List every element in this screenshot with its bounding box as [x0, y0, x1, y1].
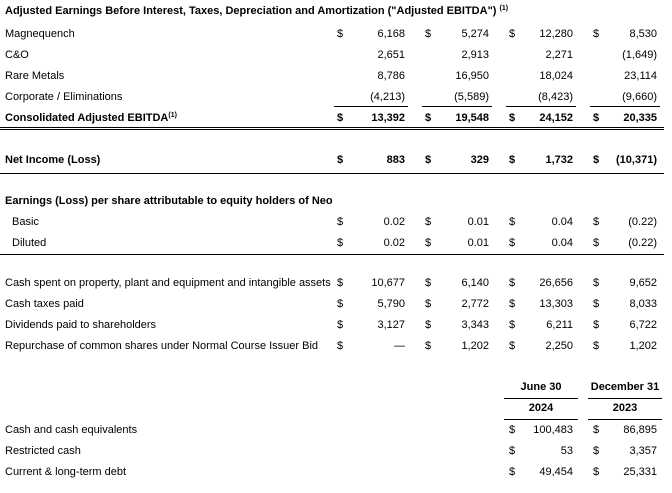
currency-symbol: $	[509, 216, 516, 228]
consolidated-value: 24,152	[539, 112, 573, 124]
currency-symbol: $	[593, 277, 600, 289]
column-header-year: 2023	[612, 402, 638, 414]
subtotal-rule	[506, 106, 576, 107]
currency-symbol: $	[509, 340, 516, 352]
cash-row-value: 13,303	[539, 298, 573, 310]
cash-row-value: 1,202	[629, 340, 657, 352]
segment-value: 2,651	[377, 49, 405, 61]
eps-value: 0.02	[383, 216, 405, 228]
currency-symbol: $	[425, 216, 432, 228]
segment-value: (4,213)	[370, 91, 405, 103]
currency-symbol: $	[337, 216, 344, 228]
balance-value: 3,357	[629, 445, 657, 457]
section-title	[5, 5, 508, 18]
segment-label: Rare Metals	[5, 70, 65, 82]
segment-value: 6,168	[377, 28, 405, 40]
currency-symbol: $	[593, 154, 600, 166]
currency-symbol: $	[593, 298, 600, 310]
segment-label: C&O	[5, 49, 29, 61]
currency-symbol: $	[593, 237, 600, 249]
currency-symbol: $	[509, 112, 516, 124]
currency-symbol: $	[337, 340, 344, 352]
subtotal-rule	[590, 106, 660, 107]
section-title-text: Adjusted Earnings Before Interest, Taxes, Depreciation and Amortization ("Adjusted EBITDA")	[5, 5, 497, 17]
currency-symbol: $	[593, 445, 600, 457]
currency-symbol: $	[337, 298, 344, 310]
currency-symbol: $	[509, 277, 516, 289]
footnote-marker: (1)	[499, 5, 509, 12]
cash-row-value: 9,652	[629, 277, 657, 289]
currency-symbol: $	[425, 112, 432, 124]
currency-symbol: $	[425, 340, 432, 352]
eps-heading: Earnings (Loss) per share attributable to equity holders of Neo	[5, 195, 333, 207]
currency-symbol: $	[425, 237, 432, 249]
consolidated-value: 19,548	[455, 112, 489, 124]
cash-row-value: 3,127	[377, 319, 405, 331]
balance-value: 86,895	[623, 424, 657, 436]
currency-symbol: $	[593, 424, 600, 436]
segment-value: 2,913	[461, 49, 489, 61]
currency-symbol: $	[593, 28, 600, 40]
balance-row-label: Restricted cash	[5, 445, 81, 457]
eps-value: (0.22)	[628, 237, 657, 249]
eps-value: 0.04	[551, 237, 573, 249]
segment-value: (9,660)	[622, 91, 657, 103]
currency-symbol: $	[509, 319, 516, 331]
cash-row-label: Cash spent on property, plant and equipment and intangible assets	[5, 277, 331, 289]
segment-value: 18,024	[539, 70, 573, 82]
currency-symbol: $	[337, 319, 344, 331]
balance-value: 53	[560, 445, 573, 457]
cash-row-value: 6,140	[461, 277, 489, 289]
divider-rule	[0, 173, 664, 174]
header-rule	[504, 398, 578, 399]
consolidated-value: 20,335	[623, 112, 657, 124]
cash-row-value: 2,772	[461, 298, 489, 310]
column-header-date: December 31	[590, 381, 660, 393]
balance-value: 25,331	[623, 466, 657, 478]
column-header-date: June 30	[520, 381, 562, 393]
eps-value: 0.04	[551, 216, 573, 228]
balance-row-label: Current & long-term debt	[5, 466, 127, 478]
subtotal-rule	[422, 106, 492, 107]
currency-symbol: $	[593, 216, 600, 228]
eps-value: 0.02	[383, 237, 405, 249]
eps-value: 0.01	[467, 216, 489, 228]
consolidated-label-text: Consolidated Adjusted EBITDA	[5, 112, 169, 124]
balance-value: 100,483	[533, 424, 573, 436]
segment-value: (1,649)	[622, 49, 657, 61]
segment-value: 2,271	[545, 49, 573, 61]
cash-row-value: —	[394, 340, 405, 352]
currency-symbol: $	[337, 277, 344, 289]
balance-value: 49,454	[539, 466, 573, 478]
currency-symbol: $	[425, 277, 432, 289]
currency-symbol: $	[509, 298, 516, 310]
eps-row-label: Diluted	[12, 237, 47, 249]
segment-value: 12,280	[539, 28, 573, 40]
currency-symbol: $	[593, 319, 600, 331]
cash-row-label: Dividends paid to shareholders	[5, 319, 157, 331]
eps-value: 0.01	[467, 237, 489, 249]
header-rule	[588, 419, 662, 420]
segment-value: 5,274	[461, 28, 489, 40]
currency-symbol: $	[425, 154, 432, 166]
net-income-value: 329	[470, 154, 489, 166]
currency-symbol: $	[593, 466, 600, 478]
segment-value: 8,530	[629, 28, 657, 40]
cash-row-label: Cash taxes paid	[5, 298, 84, 310]
segment-label: Corporate / Eliminations	[5, 91, 123, 103]
segment-value: (8,423)	[538, 91, 573, 103]
cash-row-label: Repurchase of common shares under Normal Course Issuer Bid	[5, 340, 319, 352]
currency-symbol: $	[425, 28, 432, 40]
currency-symbol: $	[337, 154, 344, 166]
currency-symbol: $	[509, 154, 516, 166]
divider-rule	[0, 254, 664, 255]
consolidated-label	[5, 112, 177, 125]
segment-value: (5,589)	[454, 91, 489, 103]
cash-row-value: 6,722	[629, 319, 657, 331]
cash-row-value: 8,033	[629, 298, 657, 310]
currency-symbol: $	[337, 112, 344, 124]
double-rule	[0, 127, 664, 130]
net-income-value: 883	[386, 154, 405, 166]
currency-symbol: $	[593, 112, 600, 124]
subtotal-rule	[334, 106, 408, 107]
cash-row-value: 2,250	[545, 340, 573, 352]
eps-value: (0.22)	[628, 216, 657, 228]
segment-value: 16,950	[455, 70, 489, 82]
segment-label: Magnequench	[5, 28, 75, 40]
segment-value: 8,786	[377, 70, 405, 82]
segment-value: 23,114	[624, 70, 657, 82]
cash-row-value: 6,211	[546, 319, 573, 331]
header-rule	[588, 398, 662, 399]
currency-symbol: $	[337, 237, 344, 249]
cash-row-value: 5,790	[377, 298, 405, 310]
cash-row-value: 1,202	[461, 340, 489, 352]
eps-row-label: Basic	[12, 216, 39, 228]
net-income-label: Net Income (Loss)	[5, 154, 101, 166]
footnote-marker: (1)	[168, 112, 177, 119]
cash-row-value: 3,343	[461, 319, 489, 331]
cash-row-value: 10,677	[371, 277, 405, 289]
header-rule	[504, 419, 578, 420]
currency-symbol: $	[509, 28, 516, 40]
net-income-value: (10,371)	[616, 154, 657, 166]
currency-symbol: $	[509, 424, 516, 436]
currency-symbol: $	[593, 340, 600, 352]
net-income-value: 1,732	[545, 154, 573, 166]
column-header-year: 2024	[528, 402, 554, 414]
balance-row-label: Cash and cash equivalents	[5, 424, 138, 436]
currency-symbol: $	[425, 319, 432, 331]
currency-symbol: $	[425, 298, 432, 310]
cash-row-value: 26,656	[539, 277, 573, 289]
currency-symbol: $	[509, 466, 516, 478]
consolidated-value: 13,392	[371, 112, 405, 124]
currency-symbol: $	[337, 28, 344, 40]
currency-symbol: $	[509, 445, 516, 457]
currency-symbol: $	[509, 237, 516, 249]
